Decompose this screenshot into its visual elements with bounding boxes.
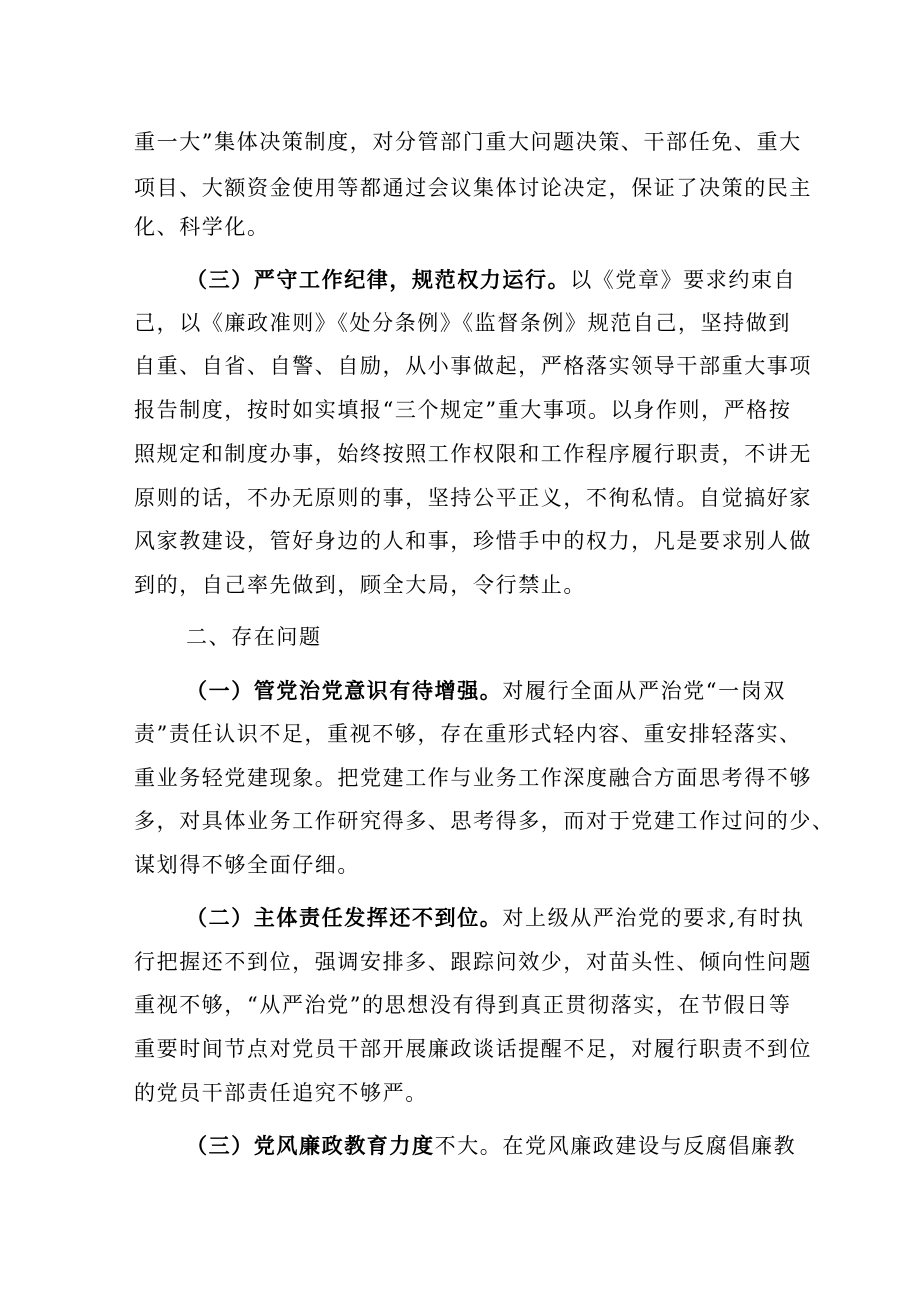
paragraph-line: 照规定和制度办事，始终按照工作权限和工作程序履行职责，不讲无 bbox=[134, 442, 812, 466]
paragraph-line: 重视不够，“从严治党”的思想没有得到真正贯彻落实，在节假日等 bbox=[134, 993, 792, 1017]
paragraph-line: 自重、自省、自警、自励，从小事做起，严格落实领导干部重大事项 bbox=[134, 354, 812, 378]
paragraph-line: 化、科学化。 bbox=[134, 215, 270, 239]
paragraph-line: 的党员干部责任追究不够严。 bbox=[134, 1081, 428, 1105]
paragraph-first-line bbox=[186, 903, 804, 933]
paragraph-heading: （二）主体责任发挥还不到位。 bbox=[186, 905, 503, 930]
paragraph-line: 重业务轻党建现象。把党建工作与业务工作深度融合方面思考得不够 bbox=[134, 766, 812, 790]
paragraph-line: 到的，自己率先做到，顾全大局，令行禁止。 bbox=[134, 573, 586, 597]
paragraph-line: 己，以《廉政准则》《处分条例》《监督条例》规范自己，坚持做到 bbox=[134, 311, 791, 335]
paragraph-line: 报告制度，按时如实填报“三个规定”重大事项。以身作则，严格按 bbox=[134, 398, 792, 422]
paragraph-heading: （三）严守工作纪律，规范权力运行。 bbox=[186, 267, 571, 292]
paragraph-text: 对上级从严治党的要求,有时执 bbox=[502, 906, 805, 930]
paragraph-heading: （三）党风廉政教育力度 bbox=[186, 1133, 435, 1158]
paragraph-line: 重一大”集体决策制度，对分管部门重大问题决策、干部任免、重大 bbox=[134, 130, 802, 154]
paragraph-first-line bbox=[186, 676, 786, 706]
paragraph-line: 重要时间节点对党员干部开展廉政谈话提醒不足，对履行职责不到位 bbox=[134, 1037, 812, 1061]
paragraph-line: 谋划得不够全面仔细。 bbox=[134, 853, 360, 877]
paragraph-line: 多，对具体业务工作研究得多、思考得多，而对于党建工作过问的少、 bbox=[134, 809, 835, 833]
section-title: 二、存在问题 bbox=[186, 625, 322, 649]
paragraph-line: 风家教建设，管好身边的人和事，珍惜手中的权力，凡是要求别人做 bbox=[134, 529, 812, 553]
paragraph-first-line bbox=[186, 1131, 796, 1161]
paragraph-text: 不大。在党风廉政建设与反腐倡廉教 bbox=[434, 1134, 797, 1158]
paragraph-line: 项目、大额资金使用等都通过会议集体讨论决定，保证了决策的民主 bbox=[134, 176, 812, 200]
paragraph-heading: （一）管党治党意识有待增强。 bbox=[186, 678, 503, 703]
paragraph-line: 责”责任认识不足，重视不够，存在重形式轻内容、重安排轻落实、 bbox=[134, 722, 802, 746]
paragraph-text: 对履行全面从严治党“一岗双 bbox=[502, 679, 786, 703]
paragraph-line: 原则的话，不办无原则的事，坚持公平正义，不徇私情。自觉搞好家 bbox=[134, 486, 812, 510]
paragraph-text: 以《党章》要求约束自 bbox=[570, 268, 797, 292]
paragraph-first-line bbox=[186, 265, 796, 295]
paragraph-line: 行把握还不到位，强调安排多、跟踪问效少，对苗头性、倾向性问题 bbox=[134, 950, 812, 974]
